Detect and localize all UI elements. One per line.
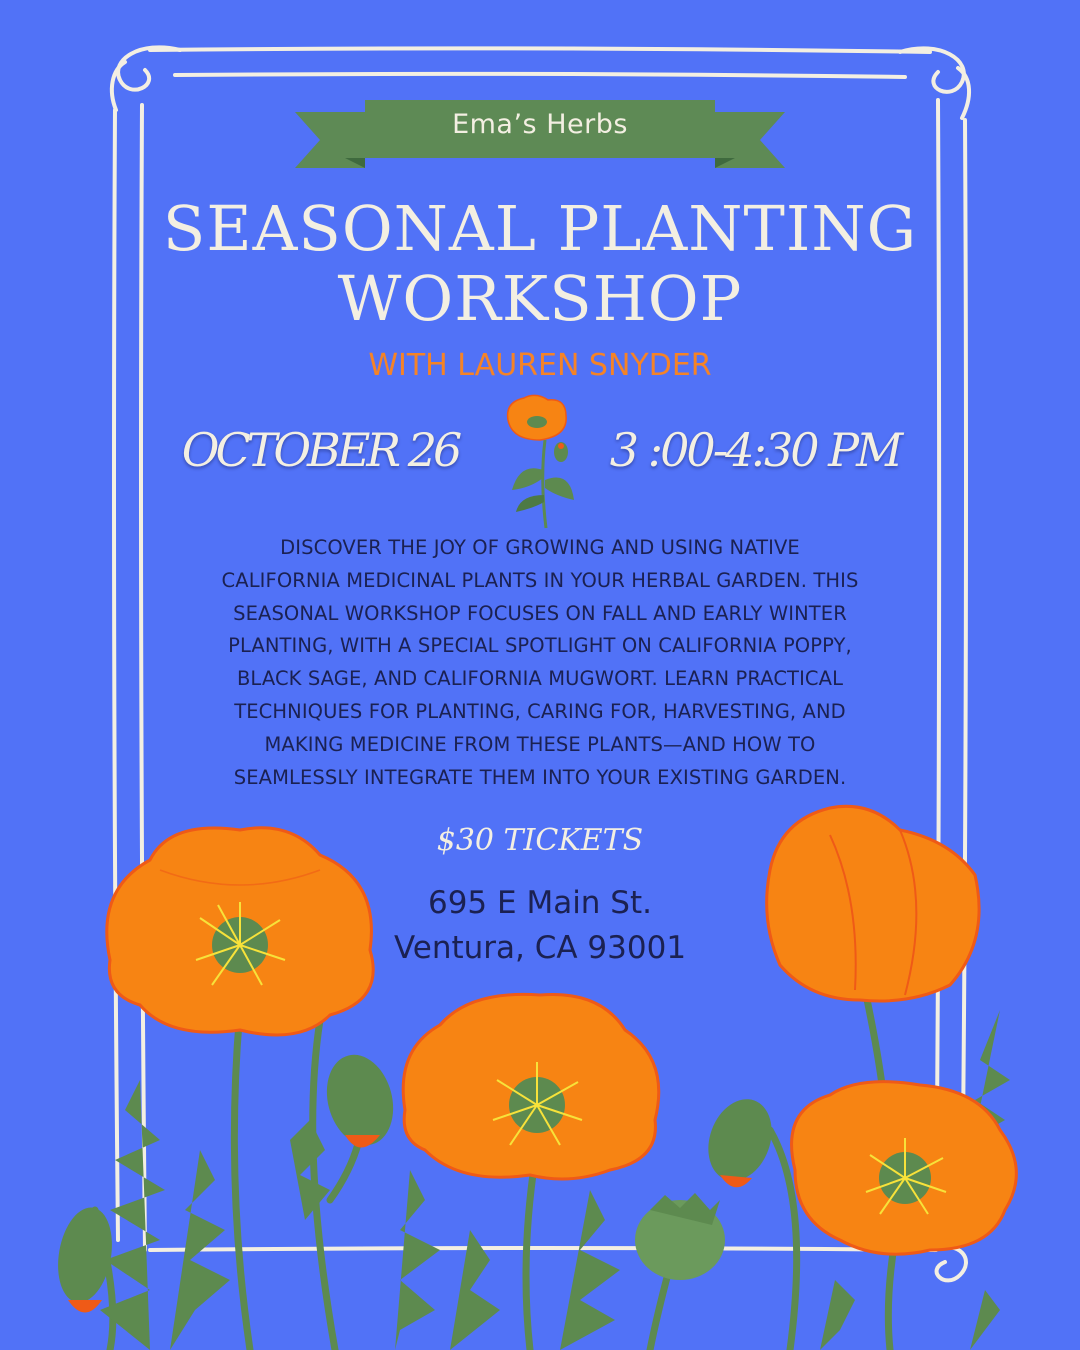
brand-name: Ema’s Herbs [452, 109, 628, 140]
ticket-price: $30 TICKETS [436, 823, 644, 858]
poppy-flower-left [107, 828, 373, 1035]
description-line: DISCOVER THE JOY OF GROWING AND USING NATIVE [280, 536, 800, 559]
title-line-2: WORKSHOP [337, 262, 743, 335]
description-line: TECHNIQUES FOR PLANTING, CARING FOR, HARVESTING, AND [234, 699, 846, 723]
description-line: BLACK SAGE, AND CALIFORNIA MUGWORT. LEARN PRACTICAL [236, 667, 844, 691]
description-line: PLANTING, WITH A SPECIAL SPOTLIGHT ON CALIFORNIA POPPY, [228, 634, 852, 658]
event-date: OCTOBER 26 [181, 423, 459, 477]
title-line-1: SEASONAL PLANTING [162, 192, 918, 265]
description-line: SEASONAL WORKSHOP FOCUSES ON FALL AND EARLY WINTER [233, 601, 847, 625]
event-time: 3 :00-4:30 PM [609, 423, 901, 477]
address-city: Ventura, CA 93001 [393, 930, 687, 966]
description-line: CALIFORNIA MEDICINAL PLANTS IN YOUR HERBAL GARDEN. THIS [221, 568, 859, 592]
poppy-flower-top-right [767, 806, 979, 1001]
description-line: SEAMLESSLY INTEGRATE THEM INTO YOUR EXISTING GARDEN. [233, 765, 847, 789]
poppy-flower-bottom-right [792, 1082, 1017, 1255]
description-line: MAKING MEDICINE FROM THESE PLANTS—AND HOW TO [264, 732, 816, 756]
host-name: WITH LAUREN SNYDER [368, 348, 712, 383]
address-street: 695 E Main St. [427, 885, 652, 921]
poppy-flower-center [403, 994, 659, 1179]
